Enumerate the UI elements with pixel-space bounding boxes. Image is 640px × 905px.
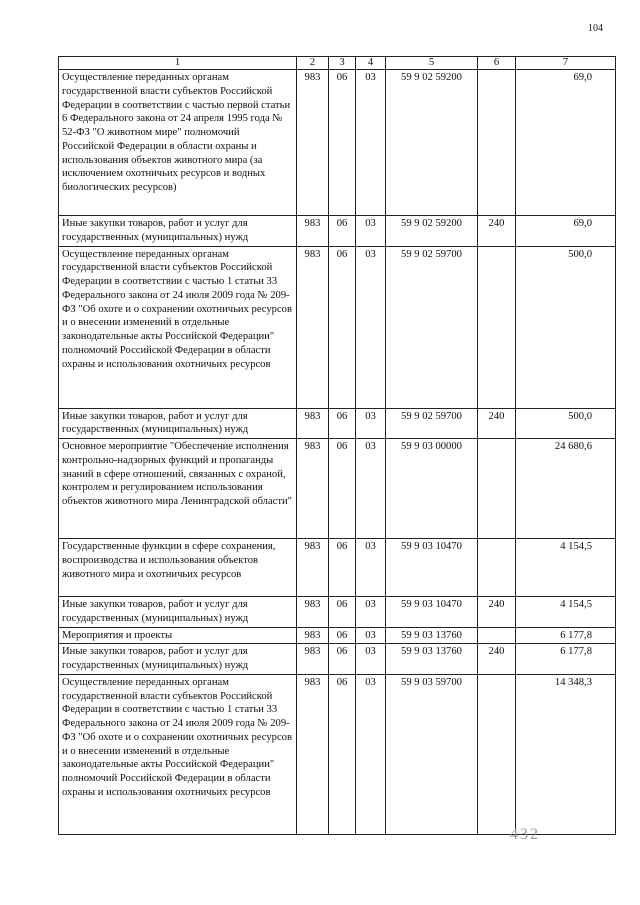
cell-section: 06: [329, 597, 356, 628]
row-name: Иные закупки товаров, работ и услуг для государственных (муниципальных) нужд: [59, 216, 297, 247]
cell-amount: 69,0: [516, 216, 616, 247]
cell-target-code: 59 9 03 00000: [386, 439, 478, 539]
cell-section: 06: [329, 216, 356, 247]
table-row: [59, 674, 616, 834]
cell-section: 06: [329, 644, 356, 675]
cell-target-code: 59 9 03 10470: [386, 597, 478, 628]
cell-admin-code: 983: [297, 644, 329, 675]
table-row: [59, 216, 616, 247]
table-row: [59, 408, 616, 439]
row-name: Иные закупки товаров, работ и услуг для государственных (муниципальных) нужд: [59, 644, 297, 675]
row-name: Основное мероприятие "Обеспечение исполнения контрольно-надзорных функций и пропаганды знаний в сфере отношений, связанных с охраной, контролем и регулированием использования объектов животного мира Ленинградской области": [59, 439, 297, 539]
cell-amount: 6 177,8: [516, 627, 616, 644]
cell-target-code: 59 9 02 59200: [386, 70, 478, 216]
cell-admin-code: 983: [297, 408, 329, 439]
cell-section: 06: [329, 70, 356, 216]
cell-expense-type: [478, 439, 516, 539]
cell-admin-code: 983: [297, 246, 329, 408]
cell-subsection: 03: [356, 674, 386, 834]
cell-section: 06: [329, 439, 356, 539]
row-name: Осуществление переданных органам государственной власти субъектов Российской Федерации в соответствии с частью 1 статьи 33 Федерального закона от 24 июля 2009 года № 209-ФЗ "Об охоте и о сохранении охотничьих ресурсов и о внесении изменений в отдельные законодательные акты Российской Федерации" полномочий Российской Федерации в области охраны и использования охотничьих ресурсов: [59, 246, 297, 408]
cell-amount: 4 154,5: [516, 539, 616, 597]
column-header: 1: [59, 57, 297, 70]
cell-subsection: 03: [356, 597, 386, 628]
row-name: Осуществление переданных органам государственной власти субъектов Российской Федерации в соответствии с частью первой статьи 6 Федерального закона от 24 апреля 1995 года № 52-ФЗ "О животном мире" полномочий Российской Федерации в области охраны и использования объектов животного мира (за исключением охотничьих ресурсов и водных биологических ресурсов): [59, 70, 297, 216]
cell-expense-type: [478, 246, 516, 408]
table-row: [59, 644, 616, 675]
cell-section: 06: [329, 246, 356, 408]
cell-subsection: 03: [356, 216, 386, 247]
page-number: 104: [588, 23, 603, 34]
row-name: Осуществление переданных органам государственной власти субъектов Российской Федерации в соответствии с частью 1 статьи 33 Федерального закона от 24 июля 2009 года № 209-ФЗ "Об охоте и о сохранении охотничьих ресурсов и о внесении изменений в отдельные законодательные акты Российской Федерации" полномочий Российской Федерации в области охраны и использования охотничьих ресурсов: [59, 674, 297, 834]
column-header: 3: [329, 57, 356, 70]
cell-subsection: 03: [356, 539, 386, 597]
row-name: Иные закупки товаров, работ и услуг для государственных (муниципальных) нужд: [59, 597, 297, 628]
cell-admin-code: 983: [297, 627, 329, 644]
table-row: [59, 70, 616, 216]
row-name: Иные закупки товаров, работ и услуг для государственных (муниципальных) нужд: [59, 408, 297, 439]
column-header: 2: [297, 57, 329, 70]
cell-target-code: 59 9 03 10470: [386, 539, 478, 597]
cell-amount: 6 177,8: [516, 644, 616, 675]
cell-expense-type: 240: [478, 216, 516, 247]
cell-admin-code: 983: [297, 674, 329, 834]
column-header: 5: [386, 57, 478, 70]
cell-target-code: 59 9 03 13760: [386, 644, 478, 675]
cell-admin-code: 983: [297, 70, 329, 216]
table-row: [59, 439, 616, 539]
cell-section: 06: [329, 627, 356, 644]
cell-expense-type: [478, 539, 516, 597]
cell-admin-code: 983: [297, 597, 329, 628]
cell-target-code: 59 9 03 13760: [386, 627, 478, 644]
cell-amount: 24 680,6: [516, 439, 616, 539]
cell-amount: 14 348,3: [516, 674, 616, 834]
cell-subsection: 03: [356, 246, 386, 408]
sheet-stamp-number: 432: [510, 826, 540, 843]
cell-subsection: 03: [356, 627, 386, 644]
row-name: Мероприятия и проекты: [59, 627, 297, 644]
table-row: [59, 539, 616, 597]
cell-admin-code: 983: [297, 539, 329, 597]
cell-subsection: 03: [356, 439, 386, 539]
cell-amount: 4 154,5: [516, 597, 616, 628]
cell-admin-code: 983: [297, 216, 329, 247]
budget-table: [58, 56, 616, 835]
cell-expense-type: 240: [478, 644, 516, 675]
cell-target-code: 59 9 02 59700: [386, 246, 478, 408]
cell-target-code: 59 9 02 59200: [386, 216, 478, 247]
column-header: 6: [478, 57, 516, 70]
cell-expense-type: [478, 627, 516, 644]
table-row: [59, 627, 616, 644]
cell-section: 06: [329, 539, 356, 597]
cell-admin-code: 983: [297, 439, 329, 539]
row-name: Государственные функции в сфере сохранения, воспроизводства и использования объектов животного мира и охотничьих ресурсов: [59, 539, 297, 597]
table-header-row: [59, 57, 616, 70]
cell-expense-type: [478, 674, 516, 834]
cell-section: 06: [329, 408, 356, 439]
cell-subsection: 03: [356, 408, 386, 439]
cell-subsection: 03: [356, 70, 386, 216]
cell-target-code: 59 9 03 59700: [386, 674, 478, 834]
cell-amount: 69,0: [516, 70, 616, 216]
cell-section: 06: [329, 674, 356, 834]
cell-amount: 500,0: [516, 246, 616, 408]
cell-subsection: 03: [356, 644, 386, 675]
cell-target-code: 59 9 02 59700: [386, 408, 478, 439]
table-row: [59, 246, 616, 408]
cell-expense-type: 240: [478, 597, 516, 628]
cell-expense-type: 240: [478, 408, 516, 439]
cell-amount: 500,0: [516, 408, 616, 439]
column-header: 4: [356, 57, 386, 70]
table-row: [59, 597, 616, 628]
cell-expense-type: [478, 70, 516, 216]
column-header: 7: [516, 57, 616, 70]
